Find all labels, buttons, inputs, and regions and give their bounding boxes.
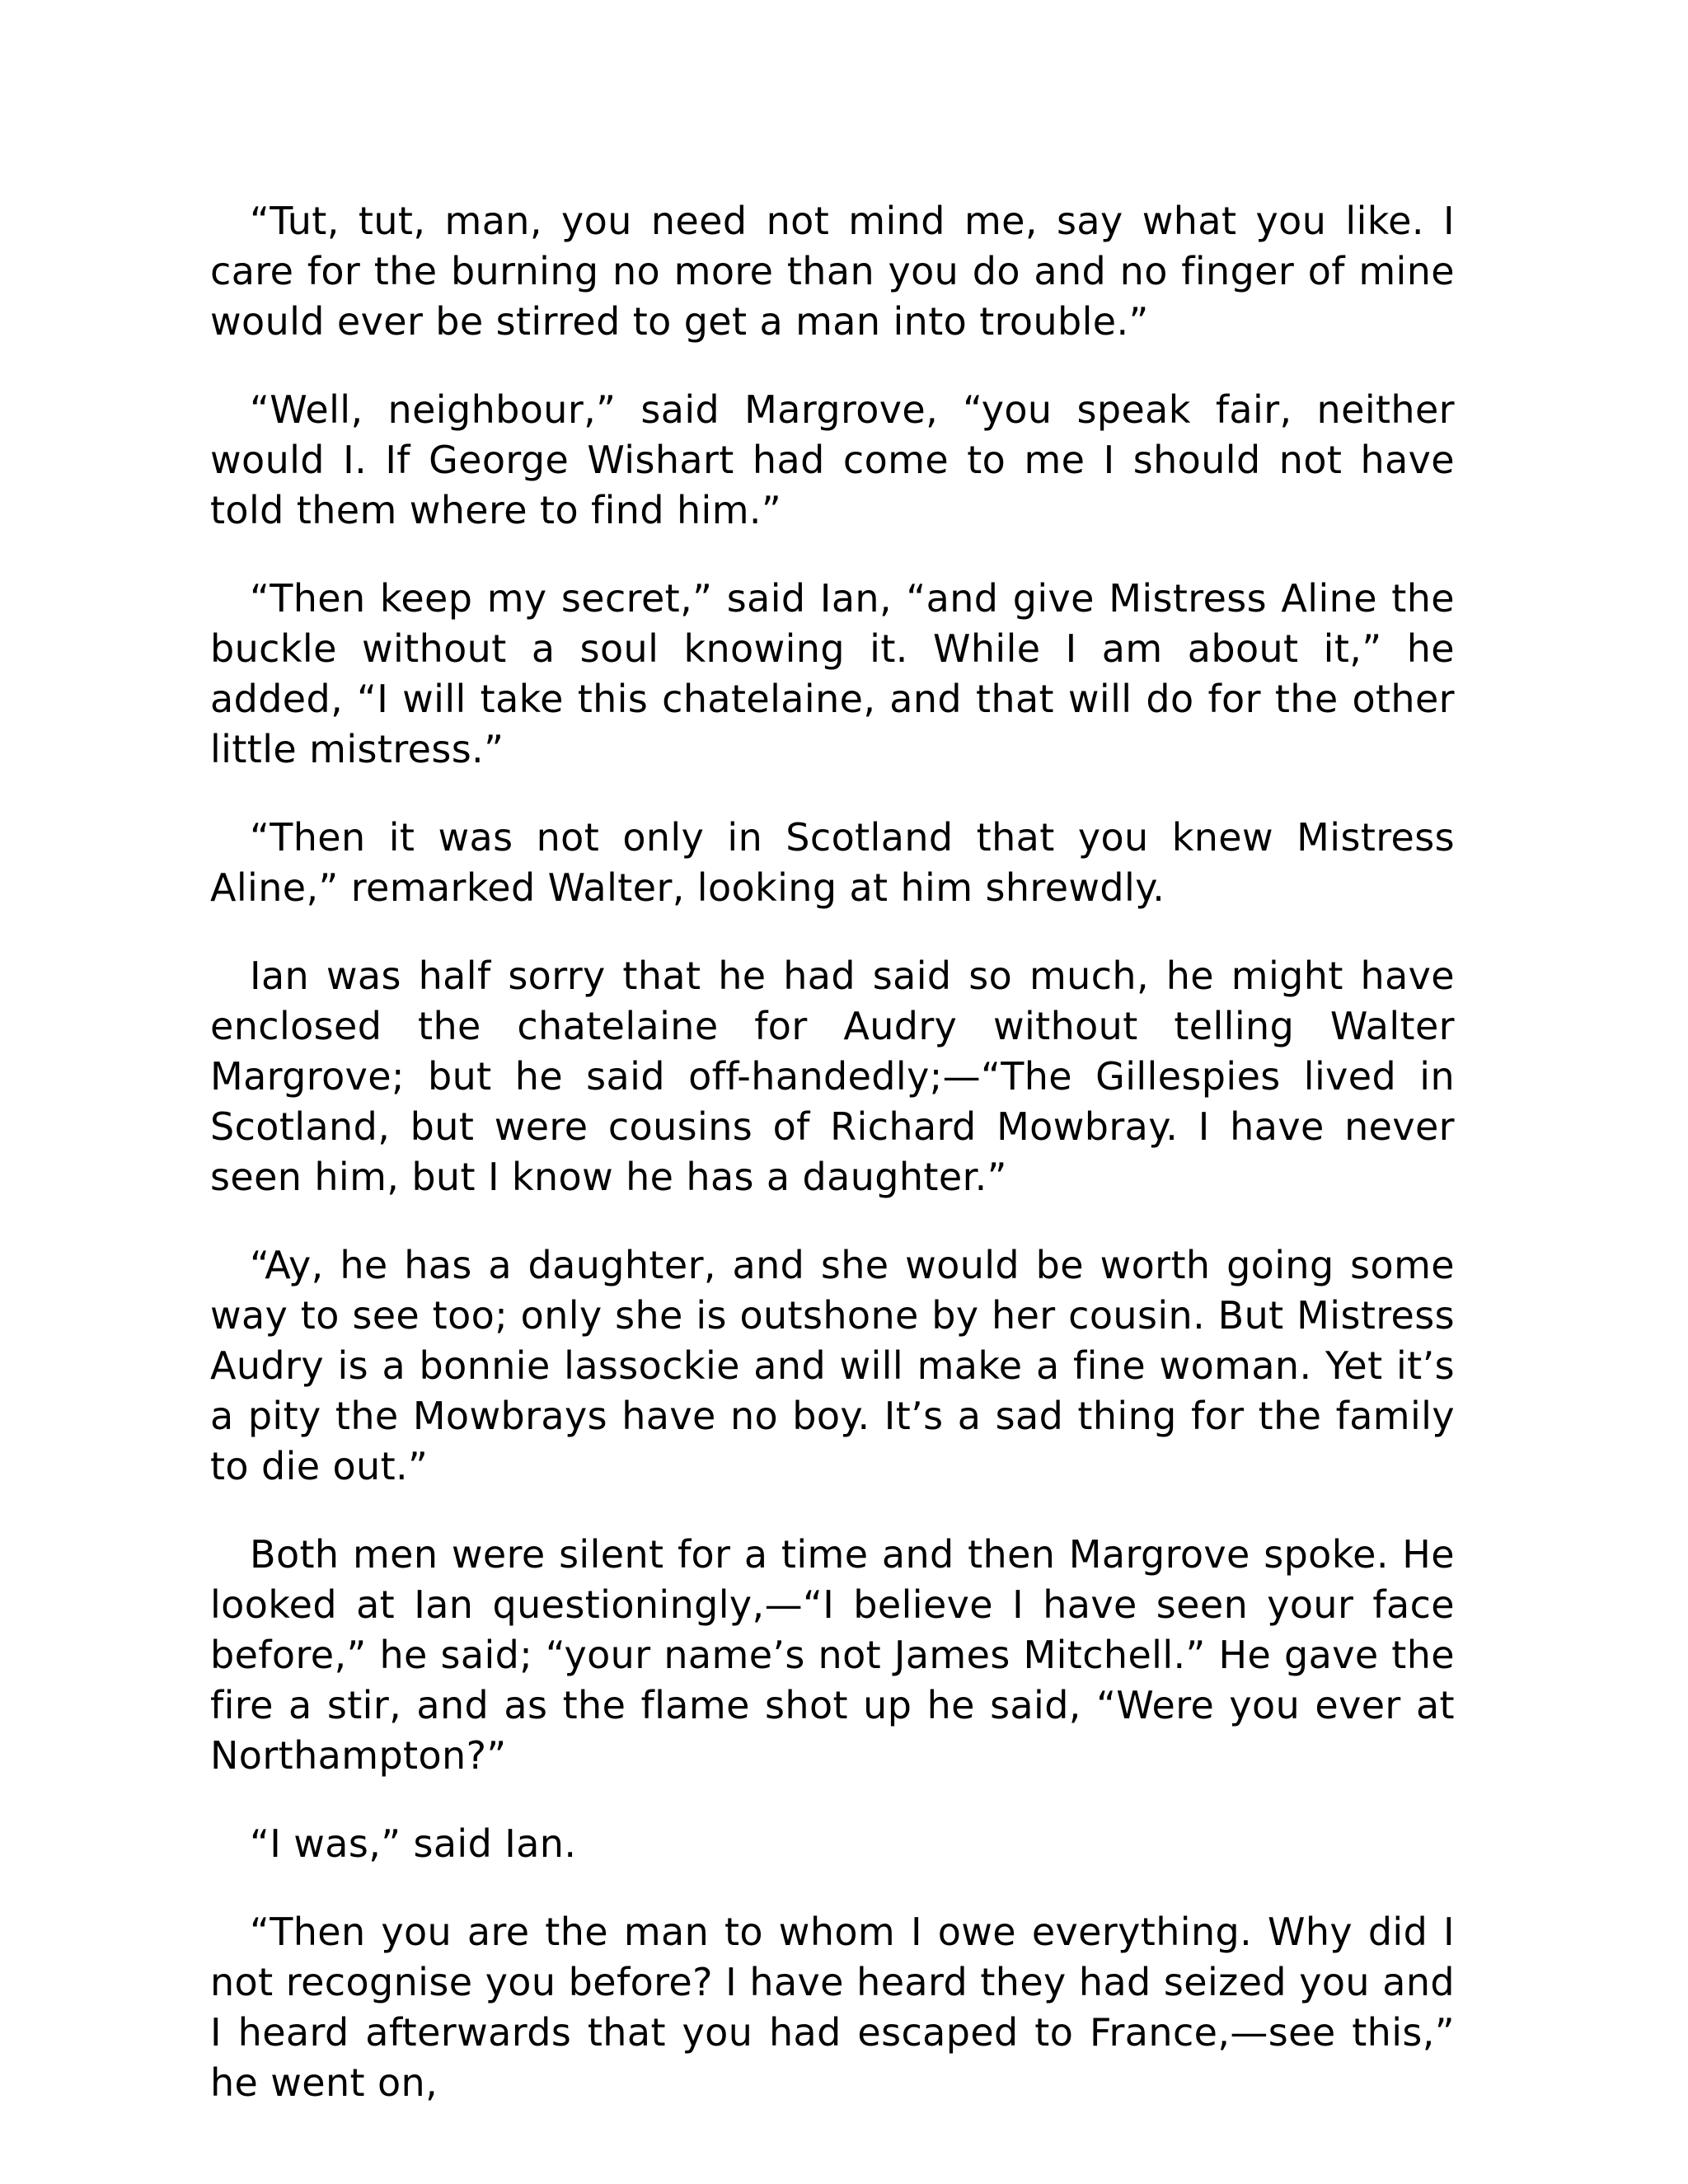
paragraph-1: “Tut, tut, man, you need not mind me, say what you like. I care for the burning no more than you do and no finger of mine would ever be stirred to get a man into trouble.” xyxy=(210,199,1455,344)
paragraph-5: Ian was half sorry that he had said so much, he might have enclosed the chatelaine for Audry without telling Walter Margrove; but he said off-handedly;—“The Gillespies lived in Scotland, but were cousins of Richard Mowbray. I have never seen him, but I know he has a daughter.” xyxy=(210,954,1455,1199)
paragraph-7: Both men were silent for a time and then Margrove spoke. He looked at Ian questioningly,—“I believe I have seen your face before,” he said; “your name’s not James Mitchell.” He gave the fire a stir, and as the flame shot up he said, “Were you ever at Northampton?” xyxy=(210,1532,1455,1778)
paragraph-6: “Ay, he has a daughter, and she would be worth going some way to see too; only she is outshone by her cousin. But Mistress Audry is a bonnie lassockie and will make a fine woman. Yet it’s a pity the Mowbrays have no boy. It’s a sad thing for the family to die out.” xyxy=(210,1243,1455,1488)
paragraph-2: “Well, neighbour,” said Margrove, “you speak fair, neither would I. If George Wishart had come to me I should not have told them where to find him.” xyxy=(210,387,1455,532)
paragraph-4: “Then it was not only in Scotland that you knew Mistress Aline,” remarked Walter, looking at him shrewdly. xyxy=(210,815,1455,910)
paragraph-3: “Then keep my secret,” said Ian, “and give Mistress Aline the buckle without a soul knowing it. While I am about it,” he added, “I will take this chatelaine, and that will do for the other little mistress.” xyxy=(210,576,1455,771)
paragraph-9: “Then you are the man to whom I owe everything. Why did I not recognise you before? I have heard they had seized you and I heard afterwards that you had escaped to France,—see this,” he went on, xyxy=(210,1910,1455,2105)
paragraph-8: “I was,” said Ian. xyxy=(250,1821,577,1866)
book-page xyxy=(210,196,1455,2108)
